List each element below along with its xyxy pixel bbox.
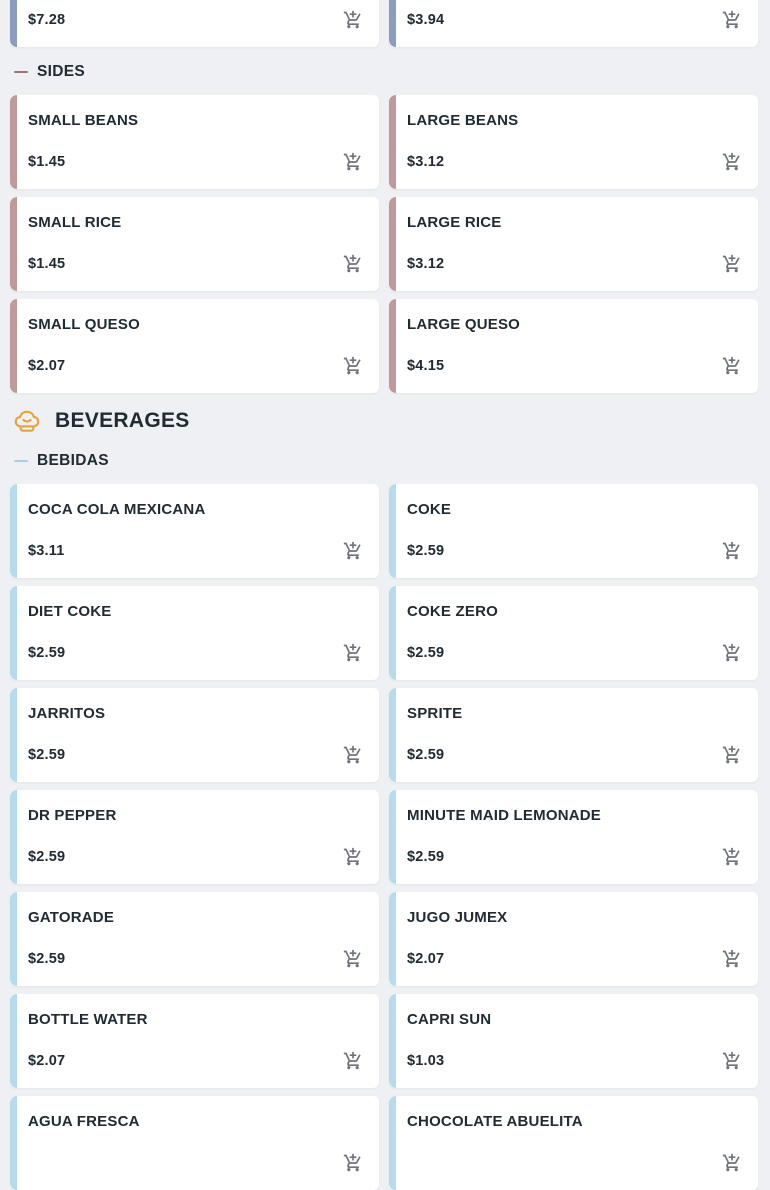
menu-item-card[interactable]	[389, 95, 758, 189]
add-shopping-cart-icon[interactable]	[722, 949, 742, 969]
menu-item-price: $2.59	[28, 645, 66, 661]
add-shopping-cart-icon[interactable]	[722, 254, 742, 274]
add-shopping-cart-icon[interactable]	[343, 1153, 363, 1173]
card-accent-bar	[389, 586, 396, 680]
menu-item-name: DR PEPPER	[28, 807, 117, 824]
menu-item-name: MINUTE MAID LEMONADE	[407, 807, 601, 824]
menu-item-price: $2.59	[407, 849, 445, 865]
add-shopping-cart-icon[interactable]	[722, 10, 742, 30]
menu-item-card[interactable]	[10, 1096, 379, 1190]
price-row	[28, 949, 365, 969]
menu-item-price: $2.59	[407, 645, 445, 661]
menu-item-name: CHOCOLATE ABUELITA	[407, 1113, 583, 1130]
menu-item-card[interactable]	[389, 0, 758, 47]
card-accent-bar	[10, 197, 17, 291]
menu-item-card[interactable]	[10, 299, 379, 393]
menu-item-price: $1.45	[28, 256, 66, 272]
add-shopping-cart-icon[interactable]	[343, 254, 363, 274]
cards-grid-partial	[10, 0, 758, 47]
price-row	[407, 643, 744, 663]
add-shopping-cart-icon[interactable]	[343, 541, 363, 561]
menu-item-name: DIET COKE	[28, 603, 112, 620]
menu-item-card[interactable]	[389, 484, 758, 578]
menu-item-price: $2.59	[407, 543, 445, 559]
menu-item-name: SMALL RICE	[28, 214, 122, 231]
price-row	[28, 847, 365, 867]
menu-item-card[interactable]	[10, 197, 379, 291]
menu-item-name: LARGE RICE	[407, 214, 502, 231]
menu-item-card[interactable]	[10, 688, 379, 782]
menu-item-card[interactable]	[10, 586, 379, 680]
card-accent-bar	[10, 586, 17, 680]
menu-item-card[interactable]	[389, 1096, 758, 1190]
card-accent-bar	[10, 790, 17, 884]
card-accent-bar	[389, 994, 396, 1088]
price-row	[28, 541, 365, 561]
add-shopping-cart-icon[interactable]	[722, 1051, 742, 1071]
add-shopping-cart-icon[interactable]	[343, 1051, 363, 1071]
price-row	[407, 10, 744, 30]
price-row	[28, 254, 365, 274]
menu-item-name: COKE ZERO	[407, 603, 498, 620]
menu-item-price: $2.59	[407, 747, 445, 763]
menu-item-name: COKE	[407, 501, 452, 518]
category-title-beverages: BEVERAGES	[55, 409, 190, 432]
card-accent-bar	[389, 299, 396, 393]
price-row	[407, 1153, 744, 1173]
menu-item-name: SPRITE	[407, 705, 463, 722]
menu-item-price: $3.12	[407, 154, 445, 170]
add-shopping-cart-icon[interactable]	[722, 541, 742, 561]
card-accent-bar	[389, 1096, 396, 1190]
price-row	[28, 1153, 365, 1173]
price-row	[407, 1051, 744, 1071]
menu-item-name: CAPRI SUN	[407, 1011, 492, 1028]
add-shopping-cart-icon[interactable]	[722, 745, 742, 765]
cards-grid-sides	[10, 95, 758, 393]
menu-item-card[interactable]	[10, 790, 379, 884]
menu-item-card[interactable]	[389, 688, 758, 782]
menu-item-card[interactable]	[10, 484, 379, 578]
menu-item-price: $3.12	[407, 256, 445, 272]
subsection-title-sides: SIDES	[37, 63, 86, 80]
price-row	[407, 745, 744, 765]
menu-item-card[interactable]	[389, 790, 758, 884]
menu-item-price: $2.07	[28, 358, 66, 374]
chef-hat-icon	[12, 406, 42, 436]
subsection-header-sides	[10, 63, 758, 81]
card-accent-bar	[389, 892, 396, 986]
partial-items-row	[10, 0, 758, 47]
menu-item-name: SMALL BEANS	[28, 112, 139, 129]
menu-item-card[interactable]	[389, 299, 758, 393]
price-row	[407, 152, 744, 172]
card-accent-bar	[389, 484, 396, 578]
add-shopping-cart-icon[interactable]	[343, 949, 363, 969]
card-accent-bar	[10, 994, 17, 1088]
menu-item-name: GATORADE	[28, 909, 115, 926]
subsection-title-bebidas: BEBIDAS	[37, 452, 109, 469]
card-accent-bar	[389, 95, 396, 189]
price-row	[28, 152, 365, 172]
price-row	[407, 541, 744, 561]
menu-item-card[interactable]	[10, 0, 379, 47]
card-accent-bar	[10, 892, 17, 986]
card-accent-bar	[389, 790, 396, 884]
card-accent-bar	[10, 95, 17, 189]
subsection-dash	[14, 460, 28, 462]
card-accent-bar	[10, 299, 17, 393]
menu-item-price: $2.59	[28, 951, 66, 967]
menu-item-price: $2.07	[28, 1053, 66, 1069]
menu-item-price: $2.07	[407, 951, 445, 967]
price-row	[28, 356, 365, 376]
menu-item-card[interactable]	[10, 892, 379, 986]
price-row	[28, 643, 365, 663]
add-shopping-cart-icon[interactable]	[343, 847, 363, 867]
menu-item-name: AGUA FRESCA	[28, 1113, 140, 1130]
menu-item-card[interactable]	[389, 892, 758, 986]
menu-item-card[interactable]	[389, 586, 758, 680]
add-shopping-cart-icon[interactable]	[343, 745, 363, 765]
menu-item-price: $1.03	[407, 1053, 445, 1069]
menu-item-card[interactable]	[389, 994, 758, 1088]
menu-item-name: JARRITOS	[28, 705, 106, 722]
subsection-dash	[14, 71, 28, 73]
price-row	[407, 949, 744, 969]
price-row	[407, 254, 744, 274]
price-row	[407, 356, 744, 376]
card-accent-bar	[10, 1096, 17, 1190]
menu-item-name: BOTTLE WATER	[28, 1011, 148, 1028]
add-shopping-cart-icon[interactable]	[722, 1153, 742, 1173]
menu-item-price: $3.11	[28, 543, 65, 559]
menu-item-name: LARGE QUESO	[407, 316, 521, 333]
menu-item-card[interactable]	[389, 197, 758, 291]
price-row	[28, 1051, 365, 1071]
add-shopping-cart-icon[interactable]	[343, 643, 363, 663]
price-row	[28, 10, 365, 30]
add-shopping-cart-icon[interactable]	[343, 10, 363, 30]
card-accent-bar	[10, 484, 17, 578]
menu-item-price: $1.45	[28, 154, 66, 170]
card-accent-bar	[10, 0, 17, 47]
menu-item-price: $7.28	[28, 12, 66, 28]
add-shopping-cart-icon[interactable]	[722, 152, 742, 172]
menu-item-name: SMALL QUESO	[28, 316, 140, 333]
add-shopping-cart-icon[interactable]	[722, 847, 742, 867]
add-shopping-cart-icon[interactable]	[722, 356, 742, 376]
card-accent-bar	[389, 688, 396, 782]
menu-item-price: $3.94	[407, 12, 445, 28]
menu-item-price: $2.59	[28, 747, 66, 763]
subsection-header-bebidas	[10, 452, 758, 470]
add-shopping-cart-icon[interactable]	[722, 643, 742, 663]
add-shopping-cart-icon[interactable]	[343, 356, 363, 376]
menu-item-name: COCA COLA MEXICANA	[28, 501, 206, 518]
menu-item-name: JUGO JUMEX	[407, 909, 508, 926]
price-row	[407, 847, 744, 867]
price-row	[28, 745, 365, 765]
menu-item-card[interactable]	[10, 994, 379, 1088]
card-accent-bar	[389, 197, 396, 291]
add-shopping-cart-icon[interactable]	[343, 152, 363, 172]
category-header-beverages	[10, 406, 758, 436]
menu-item-card[interactable]	[10, 95, 379, 189]
menu-item-price: $4.15	[407, 358, 445, 374]
menu-item-name: LARGE BEANS	[407, 112, 519, 129]
card-accent-bar	[389, 0, 396, 47]
card-accent-bar	[10, 688, 17, 782]
cards-grid-bebidas	[10, 484, 758, 1190]
menu-item-price: $2.59	[28, 849, 66, 865]
